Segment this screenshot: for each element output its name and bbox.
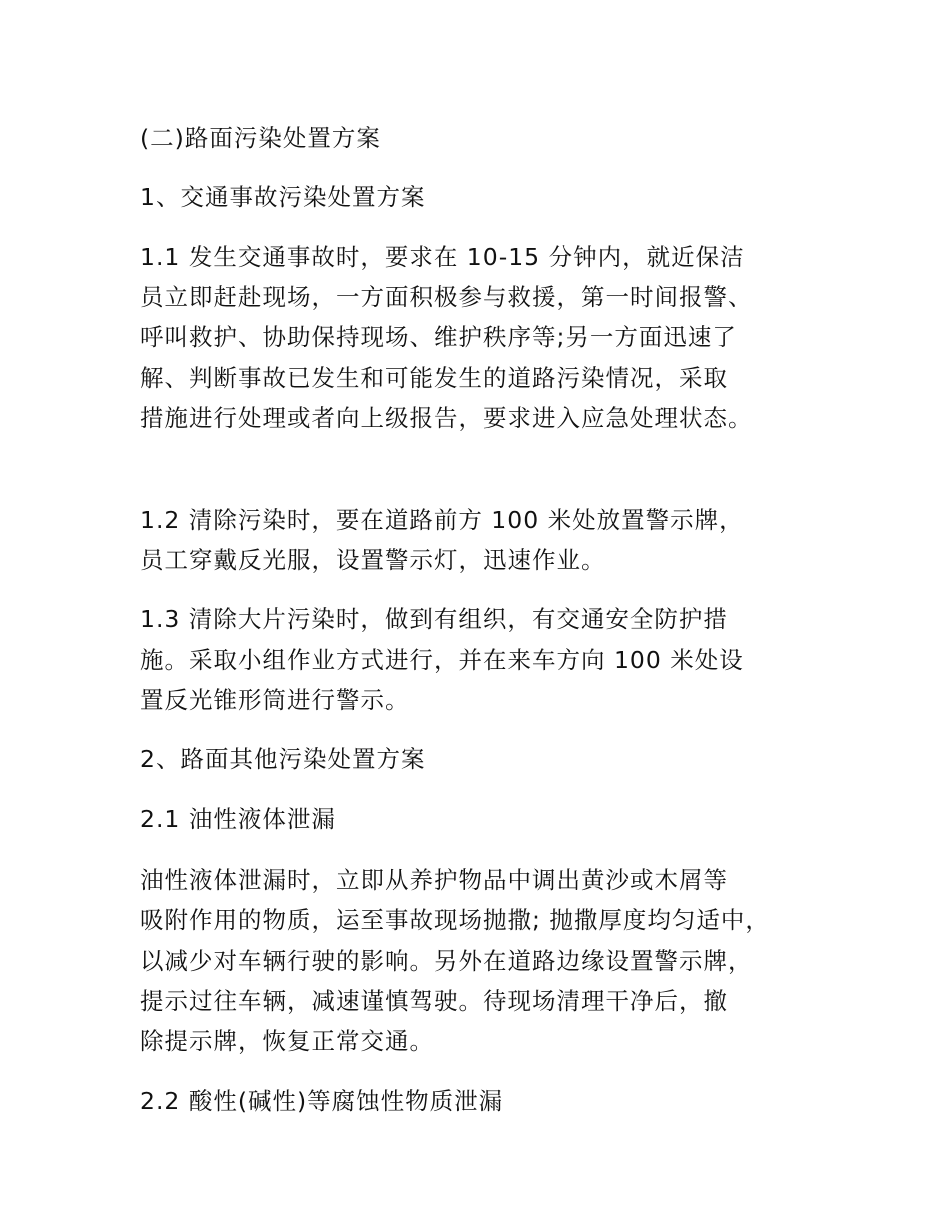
paragraph-line: 提示过往车辆，减速谨慎驾驶。待现场清理干净后，撤 (140, 987, 728, 1015)
paragraph-line: 以减少对车辆行驶的影响。另外在道路边缘设置警示牌， (140, 947, 753, 975)
item-heading: 2.2 酸性(碱性)等腐蚀性物质泄漏 (140, 1087, 504, 1115)
paragraph-line: 员工穿戴反光服，设置警示灯，迅速作业。 (140, 546, 606, 574)
paragraph-line: 措施进行处理或者向上级报告，要求进入应急处理状态。 (140, 404, 753, 432)
paragraph-line: 施。采取小组作业方式进行，并在来车方向 100 米处设 (140, 646, 744, 674)
paragraph-line: 置反光锥形筒进行警示。 (140, 686, 410, 714)
paragraph-line: 1.2 清除污染时，要在道路前方 100 米处放置警示牌， (140, 506, 744, 534)
paragraph-line: 1.1 发生交通事故时，要求在 10-15 分钟内，就近保洁 (140, 243, 745, 271)
paragraph-line: 吸附作用的物质，运至事故现场抛撒; 抛撒厚度均匀适中， (140, 906, 770, 934)
paragraph-line: 1.3 清除大片污染时，做到有组织，有交通安全防护措 (140, 605, 728, 633)
paragraph-line: 解、判断事故已发生和可能发生的道路污染情况，采取 (140, 364, 728, 392)
paragraph-line: 呼叫救护、协助保持现场、维护秩序等;另一方面迅速了 (140, 323, 737, 351)
paragraph-line: 员立即赶赴现场，一方面积极参与救援，第一时间报警、 (140, 283, 753, 311)
paragraph-line: 除提示牌，恢复正常交通。 (140, 1027, 434, 1055)
subsection-heading: 1、交通事故污染处置方案 (140, 183, 426, 211)
subsection-heading: 2、路面其他污染处置方案 (140, 745, 426, 773)
item-heading: 2.1 油性液体泄漏 (140, 805, 336, 833)
section-heading: (二)路面污染处置方案 (140, 124, 381, 152)
paragraph-line: 油性液体泄漏时，立即从养护物品中调出黄沙或木屑等 (140, 866, 728, 894)
